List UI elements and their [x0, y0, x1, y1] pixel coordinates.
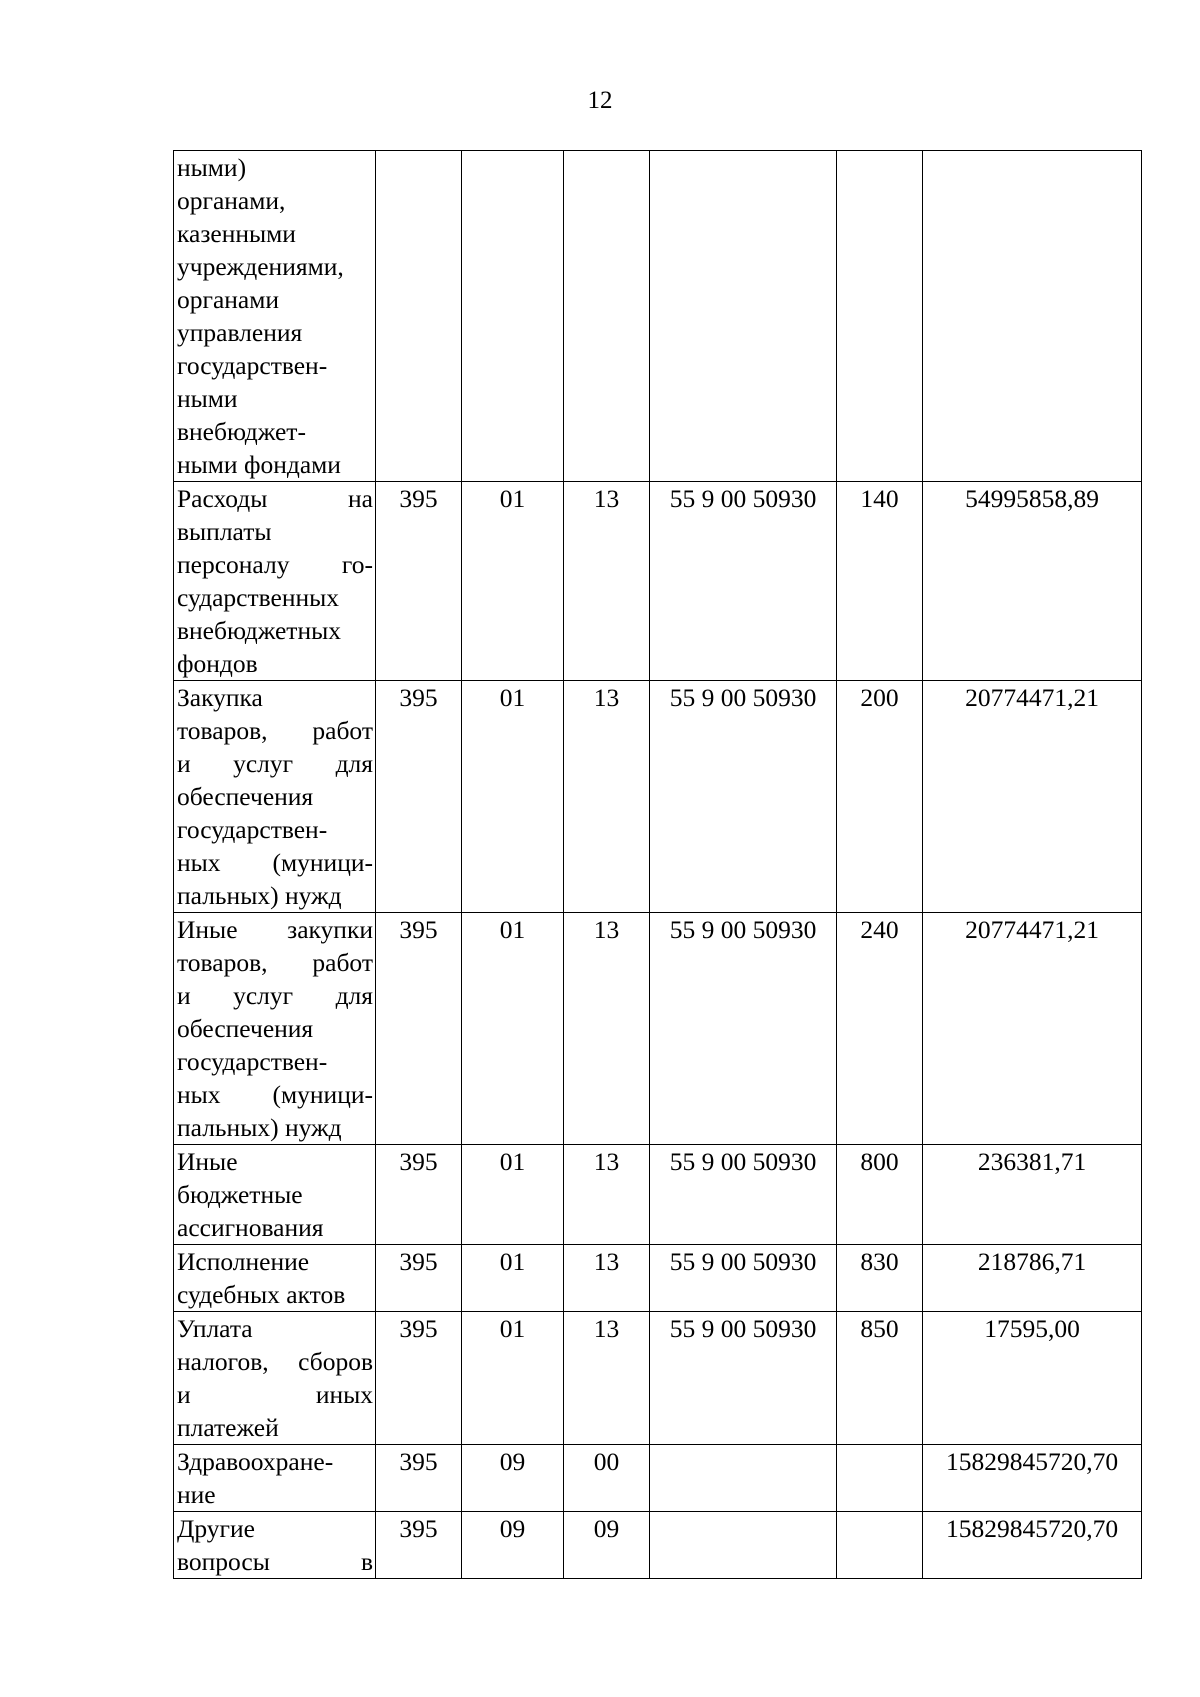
budget-table: [173, 150, 1142, 1579]
amount-cell: 236381,71: [923, 1145, 1142, 1245]
row-name-line: ными: [177, 384, 238, 413]
row-name-line: Другие: [177, 1514, 255, 1543]
row-name-line: сударственных: [177, 583, 340, 612]
row-name-line: ассигнования: [177, 1213, 324, 1242]
row-name-line: и услуг для: [177, 749, 373, 778]
row-name-cell: [174, 1512, 376, 1579]
section-code-cell: 01: [462, 1245, 564, 1312]
amount-cell: 17595,00: [923, 1312, 1142, 1445]
row-name-line: платежей: [177, 1413, 279, 1442]
row-name-line: фондов: [177, 649, 258, 678]
row-name-line: ние: [177, 1480, 216, 1509]
table-body: [174, 151, 1142, 1579]
row-name-line: внебюджет-: [177, 417, 306, 446]
target-article-cell: 55 9 00 50930: [650, 1245, 837, 1312]
target-article-cell: [650, 1445, 837, 1512]
row-name-cell: [174, 482, 376, 681]
row-name-line: казенными: [177, 219, 296, 248]
row-name-line: государствен-: [177, 815, 328, 844]
row-name-line: выплаты: [177, 517, 272, 546]
row-name-line: обеспечения: [177, 1014, 314, 1043]
row-name-cell: [174, 1245, 376, 1312]
section-code-cell: 01: [462, 1145, 564, 1245]
row-name-line: вопросы в: [177, 1547, 373, 1576]
section-code-cell: 09: [462, 1512, 564, 1579]
row-name-line: ными фондами: [177, 450, 341, 479]
amount-cell: [923, 151, 1142, 482]
row-name-line: Здравоохране-: [177, 1447, 334, 1476]
target-article-cell: 55 9 00 50930: [650, 1312, 837, 1445]
row-name-line: внебюджетных: [177, 616, 341, 645]
expense-type-cell: [837, 1512, 923, 1579]
row-name-line: управления: [177, 318, 303, 347]
row-name-line: и услуг для: [177, 981, 373, 1010]
expense-type-cell: 800: [837, 1145, 923, 1245]
ved-code-cell: [376, 151, 462, 482]
amount-cell: 15829845720,70: [923, 1445, 1142, 1512]
section-code-cell: 01: [462, 913, 564, 1145]
amount-cell: 15829845720,70: [923, 1512, 1142, 1579]
expense-type-cell: 200: [837, 681, 923, 913]
subsection-code-cell: 13: [564, 1312, 650, 1445]
table-row: [174, 1512, 1142, 1579]
row-name-line: органами: [177, 285, 280, 314]
target-article-cell: [650, 1512, 837, 1579]
row-name-line: Исполнение: [177, 1247, 310, 1276]
row-name-cell: [174, 151, 376, 482]
ved-code-cell: 395: [376, 1445, 462, 1512]
row-name-line: обеспечения: [177, 782, 314, 811]
expense-type-cell: 850: [837, 1312, 923, 1445]
amount-cell: 20774471,21: [923, 913, 1142, 1145]
target-article-cell: 55 9 00 50930: [650, 1145, 837, 1245]
row-name-cell: [174, 1145, 376, 1245]
row-name-line: товаров, работ: [177, 716, 373, 745]
ved-code-cell: 395: [376, 1245, 462, 1312]
target-article-cell: [650, 151, 837, 482]
amount-cell: 20774471,21: [923, 681, 1142, 913]
row-name-line: персоналу го-: [177, 550, 373, 579]
table-row: [174, 1445, 1142, 1512]
table-row: [174, 1312, 1142, 1445]
row-name-line: судебных актов: [177, 1280, 346, 1309]
row-name-line: государствен-: [177, 1047, 328, 1076]
expense-type-cell: 140: [837, 482, 923, 681]
target-article-cell: 55 9 00 50930: [650, 681, 837, 913]
row-name-line: ными): [177, 153, 247, 182]
row-name-line: органами,: [177, 186, 286, 215]
row-name-cell: [174, 913, 376, 1145]
expense-type-cell: [837, 151, 923, 482]
row-name-cell: [174, 681, 376, 913]
target-article-cell: 55 9 00 50930: [650, 482, 837, 681]
expense-type-cell: 240: [837, 913, 923, 1145]
row-name-line: налогов, сборов: [177, 1347, 373, 1376]
subsection-code-cell: 13: [564, 1145, 650, 1245]
row-name-line: бюджетные: [177, 1180, 303, 1209]
subsection-code-cell: 13: [564, 913, 650, 1145]
table-row: [174, 482, 1142, 681]
ved-code-cell: 395: [376, 913, 462, 1145]
row-name-line: Иные: [177, 1147, 238, 1176]
table-row: [174, 1245, 1142, 1312]
ved-code-cell: 395: [376, 482, 462, 681]
subsection-code-cell: [564, 151, 650, 482]
row-name-line: пальных) нужд: [177, 1113, 342, 1142]
row-name-line: Уплата: [177, 1314, 253, 1343]
ved-code-cell: 395: [376, 1512, 462, 1579]
expense-type-cell: 830: [837, 1245, 923, 1312]
row-name-line: и иных: [177, 1380, 373, 1409]
section-code-cell: 01: [462, 1312, 564, 1445]
subsection-code-cell: 13: [564, 1245, 650, 1312]
amount-cell: 218786,71: [923, 1245, 1142, 1312]
row-name-line: учреждениями,: [177, 252, 344, 281]
ved-code-cell: 395: [376, 681, 462, 913]
page-number: 12: [587, 87, 613, 114]
row-name-line: ных (муници-: [177, 848, 373, 877]
table-row: [174, 1145, 1142, 1245]
row-name-line: Иные закупки: [177, 915, 373, 944]
row-name-cell: [174, 1445, 376, 1512]
target-article-cell: 55 9 00 50930: [650, 913, 837, 1145]
subsection-code-cell: 00: [564, 1445, 650, 1512]
section-code-cell: 01: [462, 681, 564, 913]
table-row: [174, 681, 1142, 913]
table-row: [174, 913, 1142, 1145]
row-name-line: государствен-: [177, 351, 328, 380]
amount-cell: 54995858,89: [923, 482, 1142, 681]
ved-code-cell: 395: [376, 1145, 462, 1245]
row-name-line: Закупка: [177, 683, 263, 712]
row-name-line: пальных) нужд: [177, 881, 342, 910]
section-code-cell: 01: [462, 482, 564, 681]
section-code-cell: [462, 151, 564, 482]
expense-type-cell: [837, 1445, 923, 1512]
row-name-line: Расходы на: [177, 484, 373, 513]
row-name-line: ных (муници-: [177, 1080, 373, 1109]
subsection-code-cell: 09: [564, 1512, 650, 1579]
ved-code-cell: 395: [376, 1312, 462, 1445]
section-code-cell: 09: [462, 1445, 564, 1512]
subsection-code-cell: 13: [564, 482, 650, 681]
row-name-line: товаров, работ: [177, 948, 373, 977]
row-name-cell: [174, 1312, 376, 1445]
subsection-code-cell: 13: [564, 681, 650, 913]
table-row: [174, 151, 1142, 482]
